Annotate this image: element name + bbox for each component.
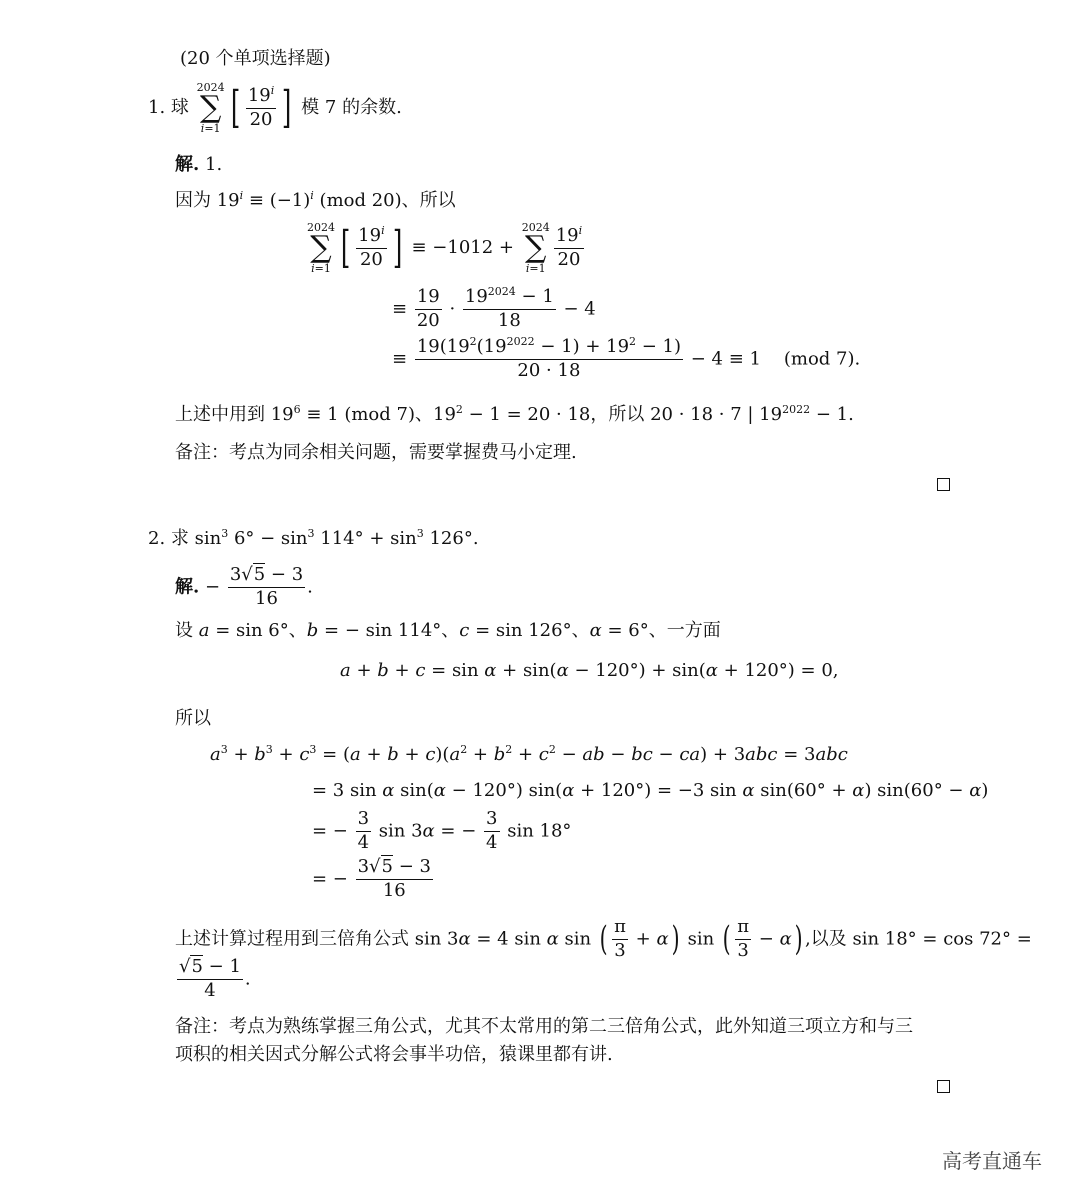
answer-label: 解.: [175, 576, 200, 598]
problem-1-answer: [175, 150, 222, 176]
watermark-logo-text: 高考直通车: [942, 1149, 1042, 1173]
section-intro: (20 个单项选择题): [180, 48, 331, 69]
problem-1-statement: 1. 球 2024 ∑ i=1 [ $\frac{19^i}{20}$ ] 模 7 的余数.: [148, 81, 402, 135]
problem-2-calc-note: 上述计算过程用到三倍角公式 sin 3α = 4 sin α sin ( $\frac{\pi}{3}$ + α) sin ( $\frac{\pi}{3}$ − α) ,以及 sin 18° = cos 72° =: [175, 916, 1032, 961]
problem-2-so: 所以: [175, 708, 211, 729]
problem-1-remark: 备注：考点为同余相关问题，需要掌握费马小定理.: [175, 442, 577, 463]
p1-equation-line-2: ≡ $\frac{19}{20}$ · $\frac{19^{2024} - 1}{18}$ − 4: [392, 285, 596, 331]
qed-square-1: [937, 478, 950, 491]
problem-2-remark-line-1: 备注：考点为熟练掌握三角公式，尤其不太常用的第二三倍角公式，此外知道三项立方和与三: [175, 1016, 913, 1037]
problem-1-because: 因为 $19^i \equiv (-1)^i$ (mod 20)、所以: [175, 189, 456, 211]
problem-2-remark-line-2: 项积的相关因式分解公式将会事半功倍，猿课里都有讲.: [175, 1044, 613, 1065]
qed-square-2: [937, 1080, 950, 1093]
problem-2-setup: 设 a = sin 6°、b = − sin 114°、c = sin 126°、α = 6°、一方面: [175, 620, 721, 641]
problem-ask: 球: [170, 97, 189, 118]
answer-value: 1.: [205, 154, 223, 175]
sum-symbol: 2024 ∑ i=1: [196, 81, 225, 135]
p1-equation-line-3: ≡ $\frac{19(19^2(19^{2022} - 1) + 19^2 - 1)}{20 \cdot 18}$ − 4 ≡ 1 (mod 7).: [392, 335, 861, 381]
problem-ask: 求: [170, 528, 189, 549]
problem-number: 2.: [148, 528, 166, 549]
p2-equation-line-3: = − $\frac{3}{4}$ sin 3α = − $\frac{3}{4}$ sin 18°: [312, 808, 572, 853]
p1-equation-line-1: 2024 ∑ i=1 [ $\frac{19^i}{20}$ ] ≡ −1012 + 2024 ∑ i=1 $\frac{19^i}{20}$: [307, 221, 583, 275]
fraction: $\frac{19^i}{20}$: [247, 83, 275, 130]
problem-1-step-note: 上述中用到 $19^6 \equiv 1$ (mod 7)、$19^2 - 1 = 20 \cdot 18$，所以 20 · 18 · 7 | $19^{2022} - 1$.: [175, 403, 854, 425]
answer-label: 解.: [175, 154, 200, 175]
problem-2-calc-note-cont: $\frac{√5 - 1}{4}$ .: [179, 956, 251, 1001]
problem-tail: 模 7 的余数.: [301, 97, 402, 118]
problem-2-statement: 2. 求 $\sin^3 6^\circ - \sin^3 114^\circ + \sin^3 126^\circ$.: [148, 527, 479, 549]
problem-number: 1.: [148, 97, 166, 118]
p2-equation-line-2: = 3 sin α sin(α − 120°) sin(α + 120°) = −3 sin α sin(60° + α) sin(60° − α): [312, 780, 989, 801]
p2-equation-line-4: = − $\frac{3√5 - 3}{16}$: [312, 856, 431, 901]
problem-2-answer: 解. − $\frac{3√5 - 3}{16}$ .: [175, 564, 313, 609]
p2-identity: a + b + c = sin α + sin(α − 120°) + sin(α + 120°) = 0,: [340, 660, 839, 681]
p2-equation-line-1: $a^3 + b^3 + c^3 = (a + b + c)(a^2 + b^2 + c^2$ − ab − bc − ca) + 3abc = 3abc: [210, 743, 848, 765]
